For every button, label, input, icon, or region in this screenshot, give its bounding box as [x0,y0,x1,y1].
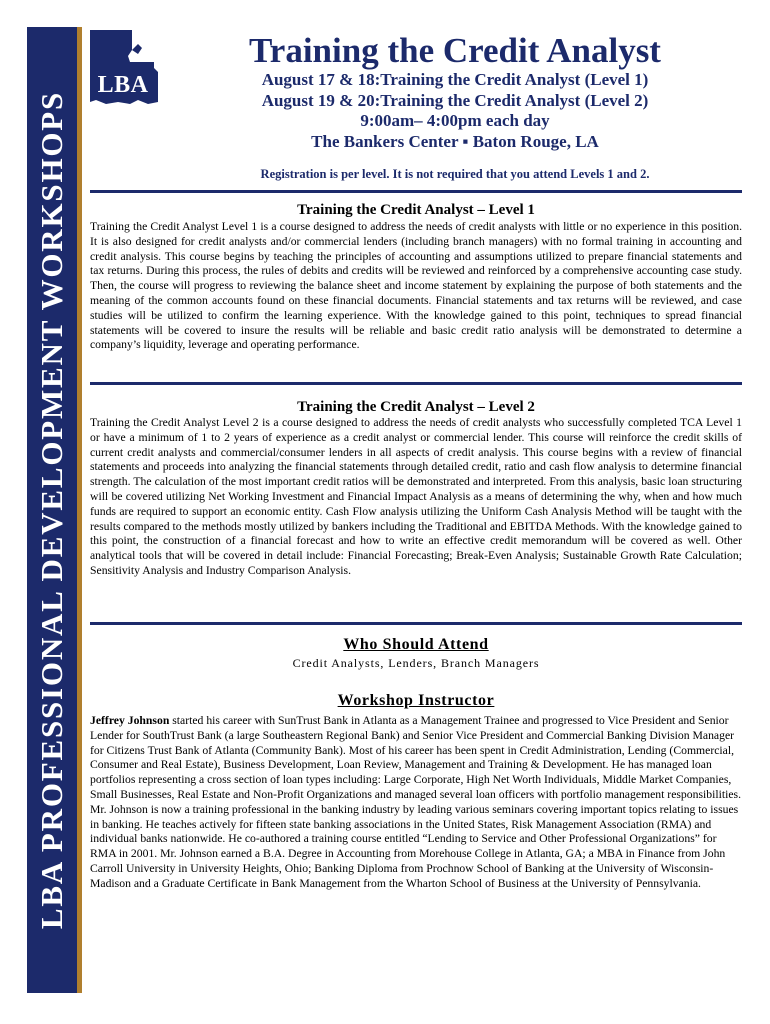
divider [90,382,742,385]
location-line: The Bankers Center ▪ Baton Rouge, LA [311,131,599,151]
level1-title: Training the Credit Analyst – Level 1 [297,202,535,218]
level1-dates: August 17 & 18:Training the Credit Analyst (Level 1) [261,70,649,89]
logo-text: LBA [97,72,149,98]
page-title: Training the Credit Analyst [249,31,661,70]
level1-description: Training the Credit Analyst Level 1 is a course designed to address the needs of credit analysts with little or no experience in this position. It is also designed for credit analysts and/or commercial lenders (including branch managers) with no formal training in accounting and credit analysis. This course begins by teaching the principles of accounting and assumptions utilized to prepare financial statements and tax returns. During this process, the rules of debits and credits will be reviewed and reinforced by a comprehensive accounting case study. Then, the course will progress to reviewing the balance sheet and income statement by explaining the purpose of both statements and the meaning of the common accounts found on these financial documents. Financial statements and tax returns will be reviewed, and case studies will be utilized to confirm the learning experience. With the knowledge gained to this point, techniques to spread financial statements will be covered to insure the results will be reliable and basic credit ratio analysis will be demonstrated to determine a company’s liquidity, leverage and operating performance. [90,220,742,352]
level2-title: Training the Credit Analyst – Level 2 [297,399,535,415]
instructor-bio [90,714,742,892]
instructor-name: Jeffrey Johnson [90,714,170,727]
who-should-attend-heading: Who Should Attend [343,636,489,653]
banner-text: LBA PROFESSIONAL DEVELOPMENT WORKSHOPS [34,90,69,930]
divider [90,622,742,625]
registration-note: Registration is per level. It is not required that you attend Levels 1 and 2. [260,167,650,181]
instructor-bio-text: started his career with SunTrust Bank in Atlanta as a Management Trainee and progressed to Vice President and Senior Lender for SouthTrust Bank (a large Southeastern Regional Bank) and Senior Vice President and Commercial Banking Division Manager for Citizens Trust Bank of Atlanta (Community Bank). Most of his career has been spent in Credit Administration, Lending (Commercial, Consumer and Real Estate), Business Development, Loan Review, Management and Training & Development. He has managed loan portfolios representing a cross section of loan types including: Large Corporate, High Net Worth Individuals, Middle Market Companies, Small Businesses, Real Estate and Non-Profit Organizations and managed several loan officers with portfolio management responsibilities. Mr. Johnson is now a training professional in the banking industry by leading various seminars covering important topics relating to issues in banking. He teaches actively for fifteen state banking associations in the United States, Risk Management Association (RMA) and individual banks nationwide. He co-authored a training course entitled “Lending to Service and Other Professional Organizations” for RMA in 2001. Mr. Johnson earned a B.A. Degree in Accounting from Morehouse College in Atlanta, GA; a MBA in Finance from John Carroll University in University Heights, Ohio; Banking Diploma from Prochnow School of Banking at the University of Wisconsin-Madison and a Graduate Certificate in Bank Management from the Wharton School of Business at the University of Pennsylvania. [90,714,741,890]
event-details [170,70,740,152]
side-banner [27,27,82,993]
lba-logo [88,28,160,106]
divider [90,190,742,193]
time-line: 9:00am– 4:00pm each day [360,111,550,130]
level2-description: Training the Credit Analyst Level 2 is a course designed to address the needs of credit analysts who successfully completed TCA Level 1 or have a minimum of 1 to 2 years of experience as a credit analyst or commercial lender. This course will reinforce the credit skills of current credit analysts and commercial/consumer lenders in all aspects of credit analysis. This course begins with a review of financial statements and proceeds into analyzing the financial statements through detailed credit, ratio and cash flow analysis to determine financial strength. The calculation of the most important credit ratios will be demonstrated and interpreted. From this analysis, basic loan structuring will be covered utilizing Net Working Investment and Financial Impact Analysis as a means of determining the why, when and how much funds are required to support an economic entity. Cash Flow analysis utilizing the Uniform Cash Analysis Method will be taught with the results compared to the methods mostly utilized by bankers including the Traditional and EBITDA Methods. With the knowledge gained to this point, the construction of a financial forecast and how to write an effective credit memorandum will be covered as well. Other analytical tools that will be covered in detail include: Financial Forecasting; Break-Even Analysis; Sustainable Growth Rate Calculation; Sensitivity Analysis and Industry Comparison Analysis. [90,416,742,577]
level2-dates: August 19 & 20:Training the Credit Analyst (Level 2) [261,90,649,110]
audience-list: Credit Analysts, Lenders, Branch Managers [292,656,540,670]
instructor-heading: Workshop Instructor [337,692,495,709]
